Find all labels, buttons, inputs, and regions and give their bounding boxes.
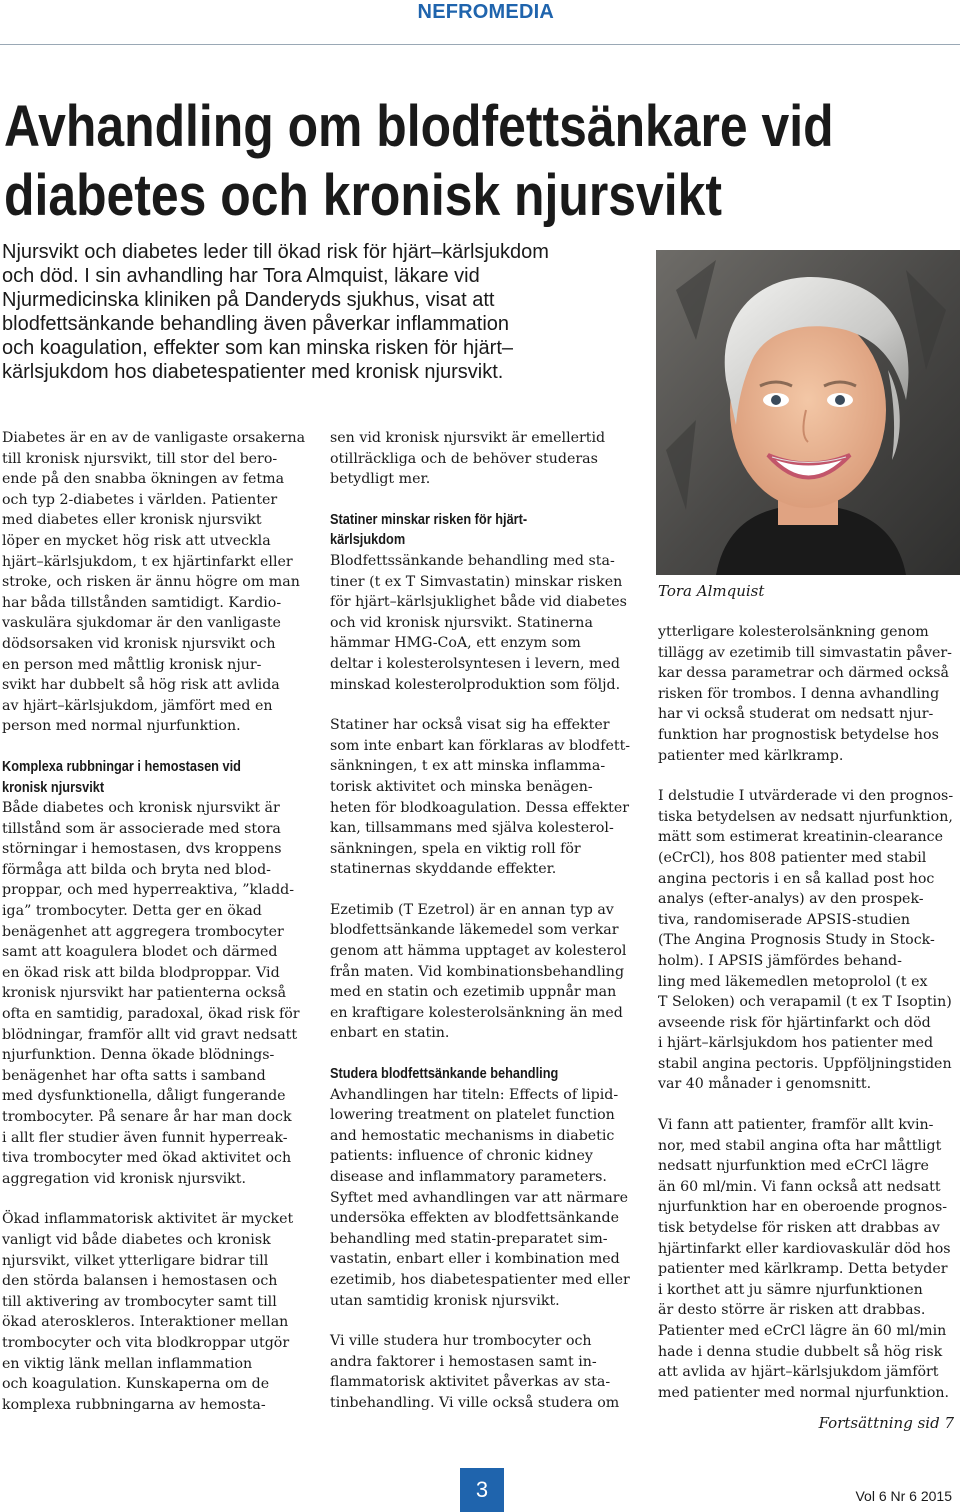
body-text-line: holm). I APSIS jämfördes behand- (658, 952, 902, 969)
continuation-note: Fortsättning sid 7 (818, 1414, 954, 1432)
body-text-line: att avlida av hjärt–kärlsjukdom jämfört (658, 1364, 939, 1381)
body-text-line: ling med läkemedlen metoprolol (t ex (658, 973, 928, 990)
lead-line: Njursvikt och diabetes leder till ökad risk för hjärt–kärlsjukdom (2, 241, 549, 263)
lead-line: och död. I sin avhandling har Tora Almquist, läkare vid (2, 265, 480, 287)
body-text-line: betydligt mer. (330, 471, 431, 488)
body-text-line: tiva, randomiserade APSIS-studien (658, 911, 911, 928)
body-text-line: tillägg av ezetimib till simvastatin påver- (658, 644, 952, 661)
body-text-line: andra faktorer i hemostasen samt in- (330, 1353, 597, 1370)
portrait-photo (656, 250, 960, 575)
body-text-line: trombocyter. På senare år har man dock (2, 1109, 292, 1125)
body-text-line: benägenhet har ofta satts i samband (2, 1067, 266, 1084)
body-text-line: I delstudie I utvärderade vi den prognos- (658, 788, 954, 805)
body-text-line: med en statin och ezetimib uppnår man (330, 984, 617, 1001)
article-lead (2, 240, 642, 384)
section-heading-line: Komplexa rubbningar i hemostasen vid (2, 758, 241, 775)
body-text-line: nedsatt njurfunktion med eCrCl lägre (658, 1158, 929, 1175)
header-rule (0, 44, 960, 45)
body-text-line: (eCrCl), hos 808 patienter med stabil (658, 849, 927, 866)
body-text-line: patienter med kärlkramp. (658, 747, 844, 764)
body-text-line: komplexa rubbningarna av hemosta- (2, 1396, 266, 1413)
body-text-line: funktion har prognostisk betydelse hos (658, 726, 939, 743)
body-text-line: var 40 månader i genomsnitt. (658, 1076, 872, 1093)
body-text-line: flammatorisk aktivitet påverkas av sta- (330, 1374, 611, 1391)
body-text-line: sänkningen, spela en viktig roll för (330, 840, 581, 857)
body-text-line: ytterligare kolesterolsänkning genom (658, 624, 929, 640)
body-text-line: för hjärt–kärlsjuklighet både vid diabetes (330, 594, 627, 611)
body-text-line: i hjärt–kärlsjukdom hos patienter med (658, 1035, 934, 1052)
issue-info: Vol 6 Nr 6 2015 (855, 1488, 952, 1504)
article-title (4, 92, 834, 230)
body-text-line: från maten. Vid kombinationsbehandling (330, 963, 625, 980)
body-text-line: stabil angina pectoris. Uppföljningstiden (658, 1055, 952, 1072)
body-text-line: Ezetimib (T Ezetrol) är en annan typ av (330, 901, 614, 918)
lead-line: Njurmedicinska kliniken på Danderyds sjukhus, visat att (2, 289, 495, 311)
body-text-line: and hemostatic mechanisms in diabetic (330, 1127, 615, 1144)
paragraph-gap (330, 490, 630, 510)
body-text-line: blodfettsänkande läkemedel som verkar (330, 922, 619, 939)
body-text-line: Syftet med avhandlingen var att närmare (330, 1189, 628, 1206)
body-text-line: avseende risk för hjärtinfarkt och död (658, 1014, 931, 1031)
body-text-line: torisk aktivitet och minska benägen- (330, 778, 593, 795)
paragraph-gap (330, 1044, 630, 1064)
page-number: 3 (460, 1468, 504, 1512)
body-text-line: Avhandlingen har titeln: Effects of lipid- (330, 1086, 619, 1103)
body-text-line: tisk betydelse för risken att drabbas av (658, 1220, 940, 1237)
paragraph-gap (2, 1189, 302, 1209)
body-text-line: statinernas skyddande effekter. (330, 861, 557, 878)
body-text-line: har vi också studerat om nedsatt njur- (658, 706, 934, 723)
lead-line: kärlsjukdom hos diabetespatienter med kronisk njursvikt. (2, 361, 504, 383)
body-text-line: tiner (t ex T Simvastatin) minskar risken (330, 573, 623, 590)
body-text-line: behandling med statin-preparatet sim- (330, 1230, 608, 1247)
body-text-line: nor, med stabil angina ofta har måttligt (658, 1137, 942, 1154)
body-text-line: dödsorsaken vid kronisk njursvikt och (2, 635, 276, 652)
body-text-line: njurfunktion har en oberoende prognos- (658, 1199, 948, 1216)
paragraph-gap (658, 1095, 958, 1115)
body-text-line: tiska betydelsen av nedsatt njurfunktion, (658, 808, 953, 825)
lead-line: blodfettsänkande behandling även påverkar inflammation (2, 313, 510, 335)
body-text-line: har båda tillstånden samtidigt. Kardio- (2, 594, 282, 611)
body-text-line: kronisk njursvikt har patienterna också (2, 985, 287, 1002)
body-text-line: Vi fann att patienter, framför allt kvin- (658, 1117, 934, 1134)
body-text-line: ökad ateroskleros. Interaktioner mellan (2, 1314, 289, 1331)
body-text-line: hade i denna studie dubbelt så hög risk (658, 1343, 943, 1360)
body-text-line: blödningar, framför allt vid gravt nedsatt (2, 1026, 298, 1043)
body-text-line: Statiner har också visat sig ha effekter (330, 717, 610, 734)
section-heading-line: Statiner minskar risken för hjärt- (330, 511, 528, 528)
body-text-line: svikt har dubbelt så hög risk att avlida (2, 677, 280, 694)
body-text-line: ezetimib, hos diabetespatienter med eller (330, 1271, 630, 1288)
body-text-line: undersöka effekten av blodfettsänkande (330, 1210, 619, 1227)
photo-caption: Tora Almquist (658, 582, 765, 600)
body-text-line: med diabetes eller kronisk njursvikt (2, 512, 262, 529)
body-text-line: hämmar HMG-CoA, ett enzym som (330, 635, 581, 652)
body-text-line: hjärtinfarkt eller kardiovaskulär död hos (658, 1240, 951, 1257)
body-text-line: kar dessa parametrar och därmed också (658, 665, 949, 682)
body-text-line: sänkningen, t ex att minska inflamma- (330, 758, 606, 775)
body-text-line: tinbehandling. Vi ville också studera om (330, 1394, 620, 1411)
body-text-line: och typ 2-diabetes i världen. Patienter (2, 491, 278, 508)
body-text-line: minskad kolesterolproduktion som följd. (330, 676, 621, 693)
body-text-line: löper en mycket hög risk att utveckla (2, 532, 271, 549)
body-text-line: och koagulation. Kunskaperna om de (2, 1376, 270, 1393)
section-heading-line: Studera blodfettsänkande behandling (330, 1066, 559, 1083)
body-text-line: deltar i kolesterolsyntesen i levern, med (330, 655, 620, 672)
body-text-line: analys (efter-analys) av den prospek- (658, 891, 924, 908)
body-text-line: Ökad inflammatorisk aktivitet är mycket (2, 1211, 294, 1228)
body-text-line: proppar, och med hyperreaktiva, ”kladd- (2, 882, 295, 899)
portrait-illustration (656, 250, 960, 575)
body-text-line: disease and inflammatory parameters. (330, 1169, 607, 1185)
body-text-line: (The Angina Prognosis Study in Stock- (658, 932, 935, 949)
body-text-line: utan samtidig kronisk njursvikt. (330, 1292, 560, 1309)
body-text-line: av hjärt–kärlsjukdom, jämfört med en (2, 697, 273, 714)
body-text-line: njurfunktion. Denna ökade blödnings- (2, 1047, 275, 1064)
body-text-line: störningar i hemostasen, dvs kroppens (2, 841, 282, 858)
body-text-line: njursvikt, vilket ytterligare bidrar till (2, 1252, 269, 1269)
body-text-line: mätt som estimerat kreatinin-clearance (658, 829, 943, 846)
body-text-line: med patienter med normal njurfunktion. (658, 1384, 950, 1401)
body-text-line: en person med måttlig kronisk njur- (2, 656, 262, 673)
body-text-line: samt att koagulera blodet och därmed (2, 944, 278, 961)
article-column-3 (658, 622, 958, 1403)
body-text-line: tiva trombocyter med ökad aktivitet och (2, 1150, 292, 1167)
body-text-line: i allt fler studier även funnit hyperreak- (2, 1129, 288, 1146)
body-text-line: Patienter med eCrCl lägre än 60 ml/min (658, 1323, 947, 1339)
body-text-line: aggregation vid kronisk njursvikt. (2, 1170, 246, 1187)
lead-line: och koagulation, effekter som kan minska risken för hjärt– (2, 337, 513, 359)
paragraph-gap (330, 695, 630, 715)
body-text-line: vaskulära sjukdomar är den vanligaste (2, 615, 281, 632)
body-text-line: som inte enbart kan förklaras av blodfett- (330, 737, 631, 754)
body-text-line: lowering treatment on platelet function (330, 1107, 615, 1124)
title-line: diabetes och kronisk njursvikt (4, 163, 722, 228)
body-text-line: än 60 ml/min. Vi fann också att nedsatt (658, 1178, 941, 1195)
body-text-line: till kronisk njursvikt, till stor del bero- (2, 450, 278, 467)
paragraph-gap (330, 880, 630, 900)
body-text-line: vastatin, enbart eller i kombination med (330, 1251, 620, 1268)
body-text-line: förmåga att bilda och bryta ned blod- (2, 861, 271, 878)
section-heading-line: kärlsjukdom (330, 532, 406, 549)
body-text-line: risken för trombos. I denna avhandling (658, 685, 940, 702)
body-text-line: trombocyter och vita blodkroppar utgör (2, 1334, 290, 1351)
body-text-line: är desto större är risken att drabbas. (658, 1302, 926, 1319)
body-text-line: tillstånd som är associerade med stora (2, 820, 281, 837)
body-text-line: med dysfunktionella, dåligt fungerande (2, 1088, 286, 1105)
body-text-line: Blodfettssänkande behandling med sta- (330, 552, 615, 569)
body-text-line: en kraftigare kolesterolsänkning än med (330, 1004, 623, 1021)
body-text-line: iga” trombocyter. Detta ger en ökad (2, 903, 262, 920)
body-text-line: patienter med kärlkramp. Detta betyder (658, 1261, 948, 1278)
body-text-line: ende på den snabba ökningen av fetma (2, 471, 285, 488)
body-text-line: sen vid kronisk njursvikt är emellertid (330, 430, 606, 446)
body-text-line: vanligt vid både diabetes och kronisk (2, 1231, 271, 1248)
body-text-line: person med normal njurfunktion. (2, 718, 241, 735)
body-text-line: kan, tillsammans med själva kolesterol- (330, 820, 614, 837)
article-column-2 (330, 428, 630, 1414)
body-text-line: T Seloken) och verapamil (t ex T Isoptin) (658, 994, 952, 1011)
body-text-line: angina pectoris i en så kallad post hoc (658, 870, 935, 887)
body-text-line: ofta en samtidig, paradoxal, ökad risk för (2, 1006, 300, 1023)
body-text-line: och vid kronisk njursvikt. Statinerna (330, 614, 593, 631)
brand-logo-text: NEFROMEDIA (417, 1, 554, 23)
body-text-line: genom att hämma upptaget av kolesterol (330, 943, 627, 960)
body-text-line: stroke, och risken är ännu högre om man (2, 574, 300, 591)
body-text-line: Diabetes är en av de vanligaste orsakerna (2, 430, 306, 446)
body-text-line: otillräckliga och de behöver studeras (330, 450, 598, 467)
body-text-line: en ökad risk att bilda blodproppar. Vid (2, 964, 280, 981)
body-text-line: Vi ville studera hur trombocyter och (330, 1333, 592, 1350)
body-text-line: den störda balansen i hemostasen och (2, 1273, 278, 1290)
body-text-line: patients: influence of chronic kidney (330, 1148, 593, 1165)
section-heading-line: kronisk njursvikt (2, 779, 105, 796)
body-text-line: en viktig länk mellan inflammation (2, 1355, 253, 1372)
title-line: Avhandling om blodfettsänkare vid (4, 94, 834, 159)
body-text-line: Både diabetes och kronisk njursvikt är (2, 800, 280, 817)
body-text-line: i korthet att ju sämre njurfunktionen (658, 1281, 923, 1298)
body-text-line: till aktivering av trombocyter samt till (2, 1293, 277, 1310)
body-text-line: enbart en statin. (330, 1025, 450, 1042)
article-column-1 (2, 428, 306, 1415)
body-text-line: benägenhet att aggregera trombocyter (2, 923, 284, 940)
body-text-line: heten för blodkoagulation. Dessa effekter (330, 799, 630, 816)
body-text-line: hjärt–kärlsjukdom, t ex hjärtinfarkt eller (2, 553, 293, 570)
paragraph-gap (658, 766, 958, 786)
paragraph-gap (330, 1311, 630, 1331)
paragraph-gap (2, 737, 302, 757)
